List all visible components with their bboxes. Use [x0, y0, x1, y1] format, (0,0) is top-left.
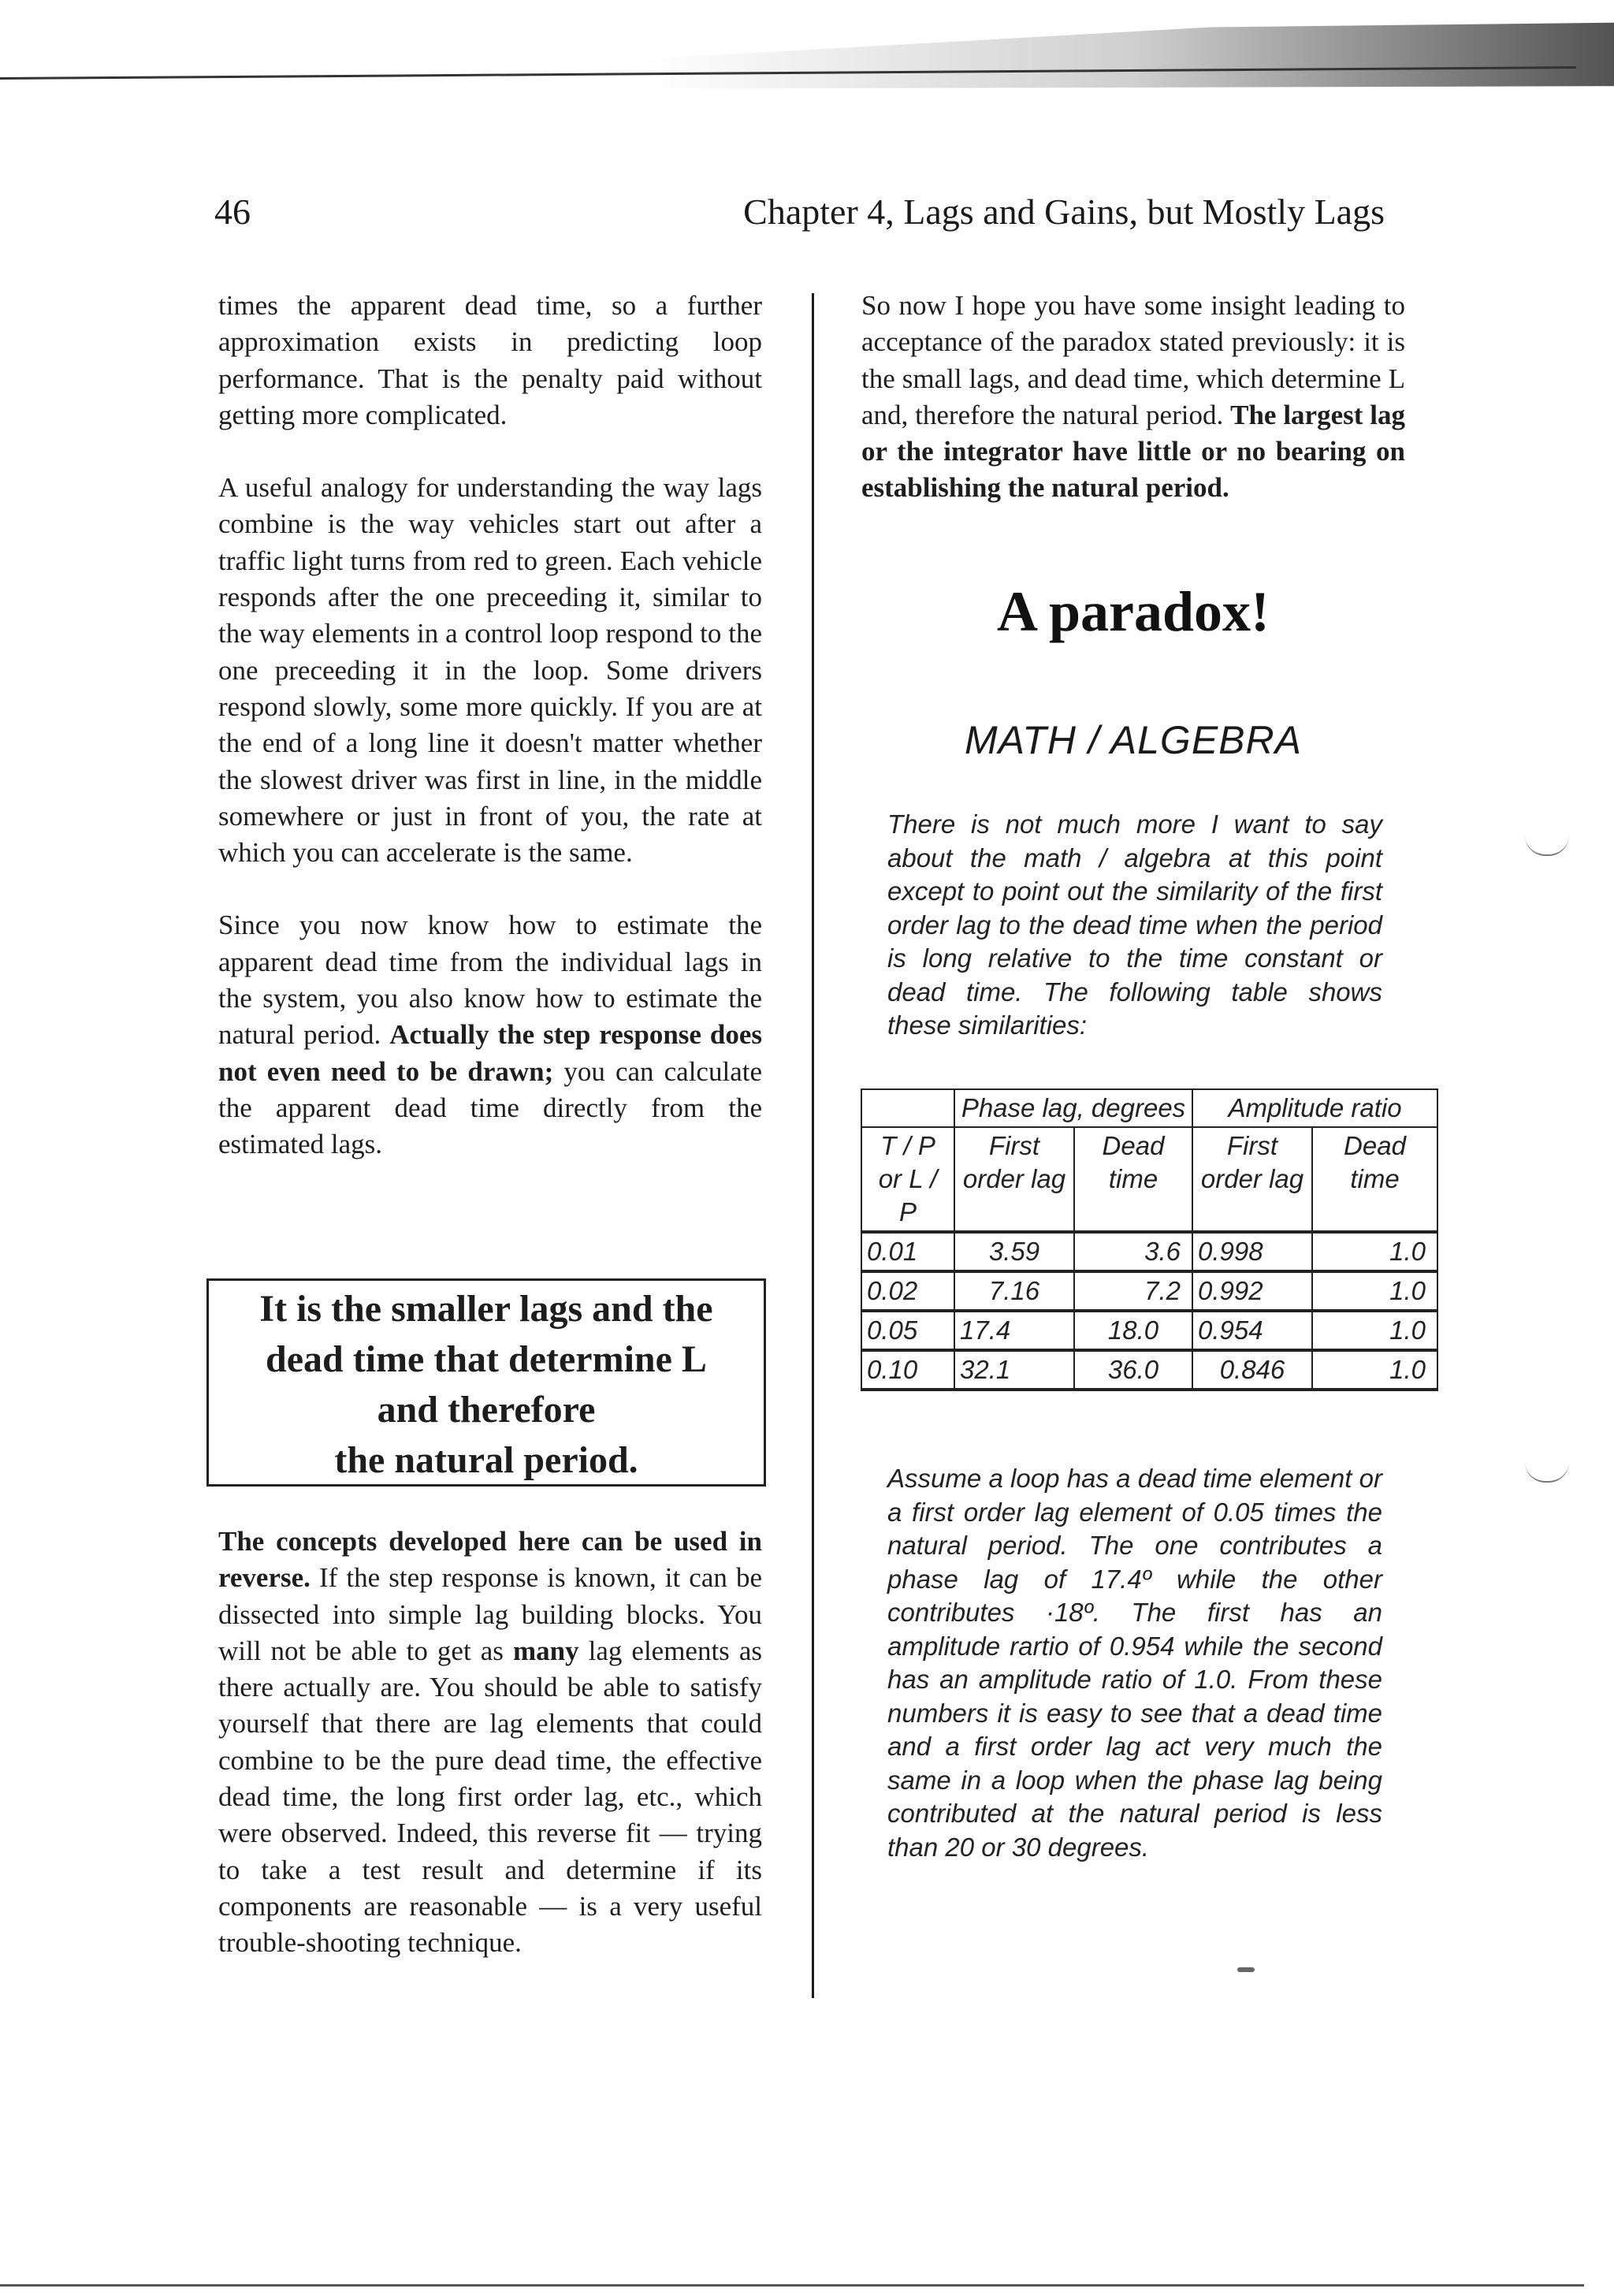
callout-line: dead time that determine L: [266, 1338, 707, 1380]
callout-box: [206, 1278, 766, 1487]
table-header: Dead time: [1312, 1127, 1437, 1232]
paragraph: So now I hope you have some insight leading to acceptance of the paradox stated previously: it is the small lags, and dead time, which determine L and, therefore the natural period. The largest lag or the integrator have little or no bearing on establishing the natural period.: [861, 290, 1405, 504]
callout-line: and therefore: [377, 1389, 596, 1431]
table-row: 0.10 32.1 36.0 0.846 1.0: [861, 1350, 1437, 1390]
scan-edge-line: [0, 2284, 1584, 2287]
left-column: [218, 288, 762, 1163]
similarity-table: [861, 1088, 1438, 1391]
paragraph: A useful analogy for understanding the way lags combine is the way vehicles start out after a traffic light turns from red to green. Each vehicle responds after the one preceeding it, similar to the way elements in a control loop respond to the one preceeding it in the loop. Some drivers respond slowly, some more quickly. If you are at the end of a long line it doesn't matter whether the slowest driver was first in line, in the middle somewhere or just in front of you, the rate at which you can accelerate is the same.: [218, 472, 762, 869]
paragraph: The concepts developed here can be used in reverse. If the step response is known, it can be dissected into simple lag building blocks. You will not be able to get as many lag elements as there actually are. You should be able to satisfy yourself that there are lag elements that could combine to be the pure dead time, the effective dead time, the long first order lag, etc., which were observed. Indeed, this reverse fit — trying to take a test result and determine if its components are reasonable — is a very useful trouble-shooting technique.: [218, 1526, 763, 1959]
section-subheading: MATH / ALGEBRA: [965, 718, 1302, 762]
table-header: Phase lag, degrees: [954, 1089, 1192, 1127]
table-cell: [861, 1089, 954, 1127]
scan-speck: [1237, 1967, 1255, 1972]
table-header: First order lag: [1192, 1127, 1312, 1232]
table-row: 0.01 3.59 3.6 0.998 1.0: [861, 1232, 1437, 1271]
page-header: [214, 191, 1385, 238]
table-header: Amplitude ratio: [1192, 1089, 1437, 1127]
intro-paragraph: There is not much more I want to say about the math / algebra at this point except to point out the similarity of the first order lag to the dead time when the period is long relative to the time constant or dead time. The following table shows these similarities:: [887, 809, 1382, 1040]
right-column: [861, 288, 1405, 507]
chapter-title: Chapter 4, Lags and Gains, but Mostly Lags: [743, 192, 1385, 232]
table-header: Dead time: [1074, 1127, 1192, 1232]
scan-blot: [1525, 1462, 1569, 1483]
assume-paragraph: Assume a loop has a dead time element or a first order lag element of 0.05 times the natural period. The one contributes a phase lag of 17.4º while the other contributes ·18º. The first has an amplitude rartio of 0.954 while the second has an amplitude ratio of 1.0. From these numbers it is easy to see that a dead time and a first order lag act very much the same in a loop when the phase lag being contributed at the natural period is less than 20 or 30 degrees.: [887, 1464, 1382, 1862]
section-heading: A paradox!: [996, 580, 1270, 643]
table-header: First order lag: [954, 1127, 1074, 1232]
table-header: T / P or L / P: [861, 1127, 954, 1232]
scan-blot: [1525, 835, 1569, 856]
table-row: 0.02 7.16 7.2 0.992 1.0: [861, 1271, 1437, 1311]
paragraph: times the apparent dead time, so a further approximation exists in predicting loop performance. That is the penalty paid without getting more complicated.: [218, 290, 762, 430]
callout-line: the natural period.: [334, 1439, 638, 1481]
page-number: 46: [214, 192, 251, 232]
left-column-lower: [218, 1524, 762, 1962]
table-row: 0.05 17.4 18.0 0.954 1.0: [861, 1311, 1437, 1350]
callout-line: It is the smaller lags and the: [259, 1288, 713, 1330]
column-divider: [812, 293, 814, 1998]
paragraph: Since you now know how to estimate the apparent dead time from the individual lags in the system, you also know how to estimate the natural period. Actually the step response does not even need to be drawn; you can calculate the apparent dead time directly from the estimated lags.: [218, 910, 762, 1160]
